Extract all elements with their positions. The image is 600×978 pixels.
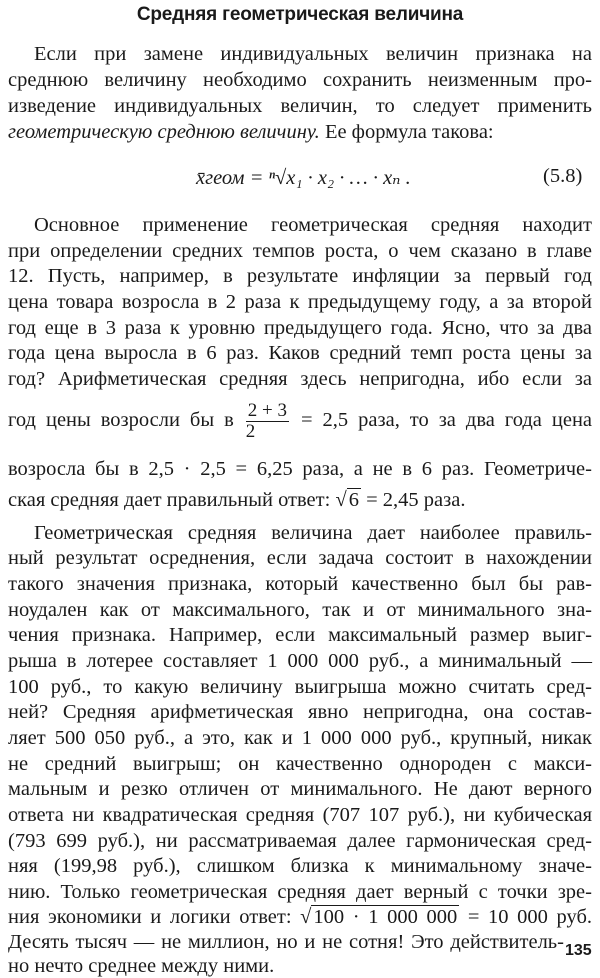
text-line: год? Арифметическая средняя здесь непригодна, ибо если за [8, 368, 592, 390]
text-line: чения признака. Например, если максимальный размер выиг- [8, 624, 592, 646]
sqrt-sign: √ [300, 906, 312, 928]
text-line: изведение индивидуальных величин, то следует применить [8, 95, 592, 117]
text-line: нию. Только геометрическая средняя дает верный с точки зре- [8, 881, 592, 903]
text-line: Основное применение геометрическая средняя находит [34, 214, 592, 236]
page-number: 135 [565, 942, 592, 959]
text-line: ней? Средняя арифметическая явно непригодна, она состав- [8, 701, 592, 723]
text-line: ный результат осреднения, если задача состоит в нахождении [8, 547, 592, 569]
text-line: рыша в лотерее составляет 1 000 000 руб., а минимальный — [8, 650, 592, 672]
text-line: такого значения признака, который качественно был бы рав- [8, 573, 592, 595]
text-line: 100 руб., то какую величину выигрыша можно считать сред- [8, 676, 592, 698]
text-line: 12. Пусть, например, в результате инфляции за первый год [8, 265, 592, 287]
fraction-numerator: 2 + 3 [247, 399, 288, 421]
text-line: Геометрическая средняя величина дает наиболее правиль- [34, 522, 592, 544]
text-line: года цена выросла в 6 раз. Каков средний темп роста цены за [8, 342, 592, 364]
text-line: мальным и резко отличен от минимального. Не дают верного [8, 778, 592, 800]
sqrt-argument: 100 · 1 000 000 [313, 906, 458, 928]
sqrt-sign: √ [335, 489, 347, 511]
text-line: при определении средних темпов роста, о чем сказано в главе [8, 240, 592, 262]
sqrt-argument: 6 [348, 489, 359, 511]
geometric-mean-formula [196, 165, 411, 190]
text-line: ответа ни квадратическая средняя (707 107 руб.), ни кубическая [8, 804, 592, 826]
text-line: ляет 500 050 руб., а это, как и 1 000 000 руб., крупный, никак [8, 727, 592, 749]
text-line: Десять тысяч — не миллион, но и не сотня! Это действитель- [8, 931, 564, 953]
text-line: Если при замене индивидуальных величин признака на [34, 43, 592, 65]
fraction-line: год цены возросли бы в $\frac{2 + 3}{2}$ = 2,5 раза, то за два года цена [8, 399, 593, 442]
text-line: цена товара возросла в 2 раза к предыдущему году, а за второй [8, 291, 592, 313]
text-line: ноудален как от максимального, так и от минимального зна- [8, 599, 592, 621]
text-line: возросла бы в 2,5 · 2,5 = 6,25 раза, а не в 6 раз. Геометриче- [8, 458, 592, 480]
italic-term: геометрическую среднюю величину. [8, 121, 320, 143]
text-line: но нечто среднее между ними. [8, 955, 275, 977]
text-line: геометрическую среднюю величину. Ее формула такова: [8, 121, 494, 143]
sqrt-line: ния экономики и логики ответ: √100 · 1 000 000 = 10 000 руб. [8, 906, 593, 928]
formula-lhs: x̄геом [196, 167, 245, 189]
text-line: не средний выигрыш; он качественно однороден с макси- [8, 753, 592, 775]
text-line: год еще в 3 раза к уровню предыдущего года. Ясно, что за два [8, 317, 592, 339]
text-line: (793 699 руб.), ни рассматриваемая далее гармоническая сред- [8, 830, 592, 852]
fraction [246, 401, 289, 442]
sqrt-line: ская средняя дает правильный ответ: √6 = 2,45 раза. [8, 489, 466, 511]
section-title: Средняя геометрическая величина [136, 4, 464, 25]
text-line: няя (199,98 руб.), слишком близка к минимальному значе- [8, 855, 592, 877]
equation-number: (5.8) [543, 165, 583, 187]
text-line: среднюю величину необходимо сохранить неизменным про- [8, 69, 592, 91]
fraction-denominator: 2 [245, 420, 256, 442]
formula-rhs: = ⁿ√x₁ · x₂ · … · xₙ . [249, 167, 411, 189]
